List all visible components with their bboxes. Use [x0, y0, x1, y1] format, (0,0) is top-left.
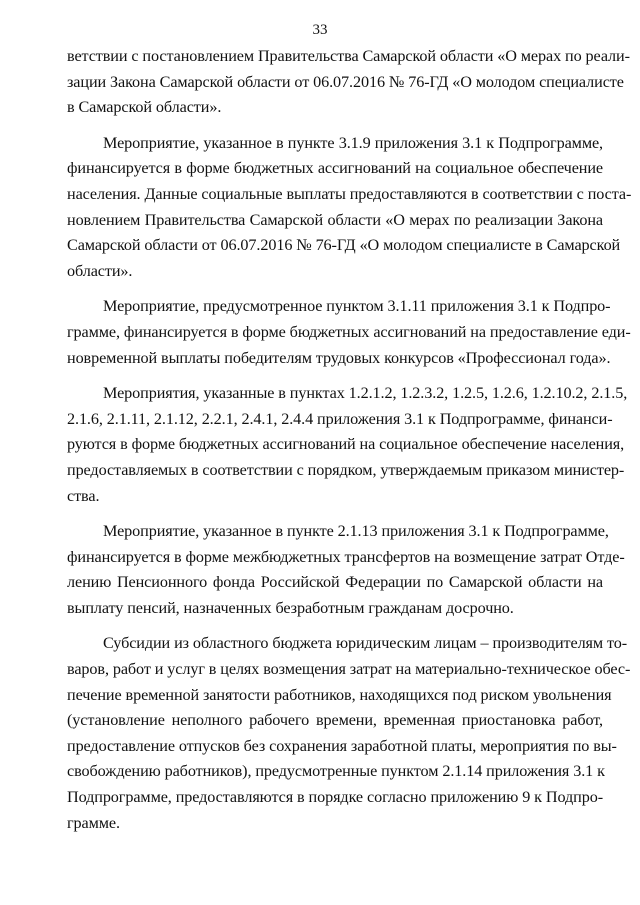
text-line: финансируется в форме межбюджетных трансфертов на возмещение затрат Отде-: [67, 547, 625, 566]
text-line: (установление неполного рабочего времени, временная приостановка работ,: [67, 711, 603, 730]
paragraph-2: [67, 131, 632, 285]
text-line: Мероприятие, указанное в пункте 2.1.13 приложения 3.1 к Подпрограмме,: [103, 522, 609, 541]
text-line: новлением Правительства Самарской области «О мерах по реализации Закона: [67, 210, 603, 229]
text-line: Мероприятие, предусмотренное пунктом 3.1.11 приложения 3.1 к Подпро-: [103, 297, 611, 316]
text-line: Подпрограмме, предоставляются в порядке согласно приложению 9 к Подпро-: [67, 788, 603, 807]
text-line: зации Закона Самарской области от 06.07.2016 № 76-ГД «О молодом специалисте: [67, 72, 624, 91]
text-line: руются в форме бюджетных ассигнований на социальное обеспечение населения,: [67, 435, 625, 454]
text-line: Субсидии из областного бюджета юридическим лицам – производителям то-: [103, 634, 628, 653]
text-line: предоставляемых в соответствии с порядком, утверждаемым приказом министер-: [67, 460, 625, 479]
paragraph-5: [67, 519, 625, 621]
text-line: предоставление отпусков без сохранения заработной платы, мероприятия по вы-: [67, 736, 617, 755]
paragraph-6: [67, 631, 631, 836]
text-line: населения. Данные социальные выплаты предоставляются в соответствии с поста-: [67, 184, 632, 203]
text-line: Мероприятия, указанные в пунктах 1.2.1.2, 1.2.3.2, 1.2.5, 1.2.6, 1.2.10.2, 2.1.5,: [103, 384, 628, 403]
text-line: Самарской области от 06.07.2016 № 76-ГД «О молодом специалисте в Самарской: [67, 236, 621, 255]
text-line: ветствии с постановлением Правительства Самарской области «О мерах по реали-: [67, 47, 630, 65]
paragraph-4: [67, 381, 628, 509]
text-line: новременной выплаты победителям трудовых конкурсов «Профессионал года».: [67, 348, 611, 367]
text-line: ства.: [67, 486, 100, 505]
text-line: 2.1.6, 2.1.11, 2.1.12, 2.2.1, 2.4.1, 2.4.4 приложения 3.1 к Подпрограмме, финанси-: [67, 409, 613, 428]
text-line: области».: [67, 261, 133, 280]
text-line: Мероприятие, указанное в пункте 3.1.9 приложения 3.1 к Подпрограмме,: [103, 133, 603, 152]
text-line: грамме.: [67, 813, 120, 832]
paragraph-3: [67, 294, 631, 371]
page-number: 33: [312, 22, 328, 38]
text-line: свобождению работников), предусмотренные пунктом 2.1.14 приложения 3.1 к: [67, 762, 605, 781]
text-line: в Самарской области».: [67, 98, 222, 117]
document-body: [67, 44, 632, 836]
text-line: грамме, финансируется в форме бюджетных ассигнований на предоставление еди-: [67, 322, 631, 341]
text-line: выплату пенсий, назначенных безработным гражданам досрочно.: [67, 598, 514, 617]
text-line: лению Пенсионного фонда Российской Федерации по Самарской области на: [67, 573, 603, 592]
paragraph-1: [67, 44, 630, 121]
text-line: варов, работ и услуг в целях возмещения затрат на материально-техническое обес-: [67, 660, 631, 679]
text-line: финансируется в форме бюджетных ассигнований на социальное обеспечение: [67, 159, 603, 178]
text-line: печение временной занятости работников, находящихся под риском увольнения: [67, 685, 612, 704]
